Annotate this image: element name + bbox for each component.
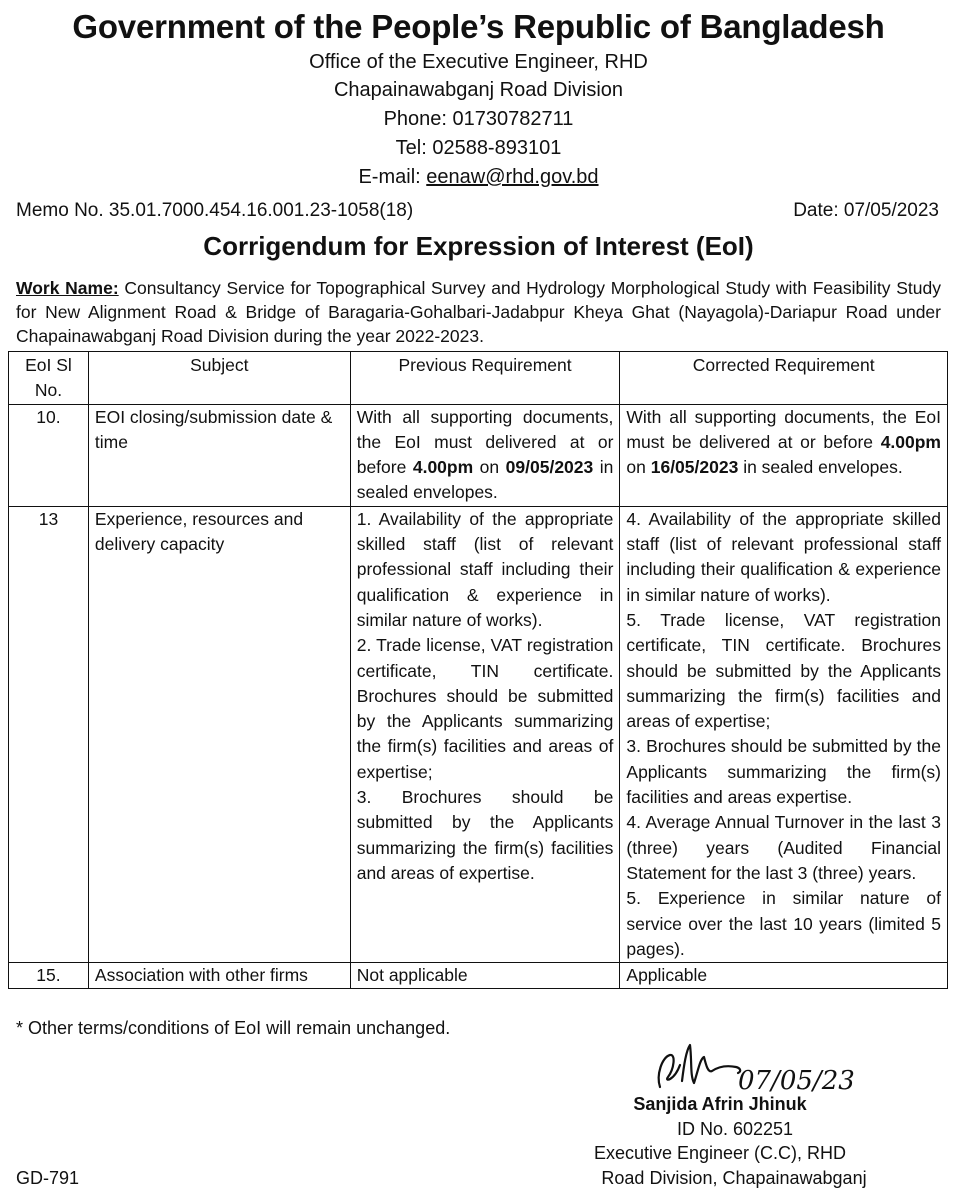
- requirement-item: 2. Trade license, VAT registration certificate, TIN certificate. Brochures should be submitted by the Applicants summarizing the firm(s) facilities and areas of expertise;: [356, 635, 614, 782]
- requirement-item: 1. Availability of the appropriate skilled staff (list of relevant professional staff including their qualification & experience in similar nature of works).: [356, 508, 614, 630]
- row-corrected: With all supporting documents, the EoI must be delivered at or before 4.00pm on 16/05/2023 in sealed envelopes.: [620, 404, 948, 506]
- corrigendum-table: [8, 351, 948, 989]
- terms-note: * Other terms/conditions of EoI will remain unchanged.: [16, 1018, 451, 1038]
- table-row: [9, 506, 948, 962]
- signatory-id: ID No. 602251: [676, 1118, 794, 1139]
- requirement-item: 3. Brochures should be submitted by the Applicants summarizing the firm(s) facilities and areas of expertise.: [356, 787, 614, 883]
- memo-date: Date: 07/05/2023: [793, 200, 939, 221]
- email-link[interactable]: eenaw@rhd.gov.bd: [426, 166, 599, 188]
- requirement-item: 4. Average Annual Turnover in the last 3 (three) years (Audited Financial Statement for the last 3 (three) years.: [626, 812, 941, 883]
- table-header-row: [9, 352, 948, 405]
- email-line: [0, 166, 957, 189]
- row-corrected: Applicable: [620, 963, 948, 989]
- table-row: [9, 963, 948, 989]
- phone-number: Phone: 01730782711: [383, 108, 574, 130]
- row-sl: 13: [9, 506, 89, 962]
- division-name: Chapainawabganj Road Division: [333, 79, 624, 101]
- work-name-label: Work Name:: [16, 278, 119, 298]
- signature-date: 07/05/23: [738, 1066, 855, 1096]
- requirement-item: 3. Brochures should be submitted by the Applicants summarizing the firm(s) facilities and areas expertise.: [626, 736, 941, 808]
- tel-number: Tel: 02588-893101: [395, 137, 562, 159]
- signatory-name: Sanjida Afrin Jhinuk: [633, 1094, 807, 1114]
- table-row: [9, 404, 948, 506]
- work-name-text: Consultancy Service for Topographical Survey and Hydrology Morphological Study with Feasibility Study for New Alignment Road & Bridge of Baragaria-Gohalbari-Jadabpur Kheya Ghat (Nayagola)-Dariapur Road under Chapainawabganj Road Division during the year 2022-2023.: [16, 278, 942, 346]
- requirement-item: 5. Experience in similar nature of service over the last 10 years (limited 5 pages).: [626, 888, 941, 959]
- row-previous: [350, 506, 620, 962]
- footer-code: GD-791: [16, 1168, 80, 1188]
- government-title: Government of the People’s Republic of Bangladesh: [72, 8, 885, 45]
- header-corrected-requirement: Corrected Requirement: [620, 352, 948, 405]
- row-previous: With all supporting documents, the EoI must delivered at or before 4.00pm on 09/05/2023 in sealed envelopes.: [350, 404, 620, 506]
- signatory-designation: Executive Engineer (C.C), RHD: [593, 1143, 847, 1163]
- signature-block: [570, 1092, 870, 1190]
- requirement-item: 5. Trade license, VAT registration certificate, TIN certificate. Brochures should be submitted by the Applicants summarizing the firm(s) facilities and areas of expertise;: [626, 609, 941, 732]
- row-corrected: [620, 506, 948, 962]
- signatory-division: Road Division, Chapainawabganj: [601, 1167, 867, 1188]
- row-sl: 15.: [9, 963, 89, 989]
- row-previous: Not applicable: [350, 963, 620, 989]
- office-name: Office of the Executive Engineer, RHD: [309, 51, 648, 73]
- row-subject: Association with other firms: [88, 963, 350, 989]
- email-label: E-mail:: [358, 166, 427, 188]
- work-name-paragraph: [16, 276, 941, 348]
- header-previous-requirement: Previous Requirement: [350, 352, 620, 405]
- row-sl: 10.: [9, 404, 89, 506]
- header-subject: Subject: [88, 352, 350, 405]
- memo-number: Memo No. 35.01.7000.454.16.001.23-1058(18): [16, 200, 414, 221]
- requirement-item: 4. Availability of the appropriate skilled staff (list of relevant professional staff including their qualification & experience in similar nature of works).: [626, 508, 941, 605]
- row-subject: EOI closing/submission date & time: [88, 404, 350, 506]
- row-subject: Experience, resources and delivery capacity: [88, 506, 350, 962]
- document-heading: Corrigendum for Expression of Interest (EoI): [203, 231, 754, 261]
- header-sl-no: EoI Sl No.: [9, 352, 89, 405]
